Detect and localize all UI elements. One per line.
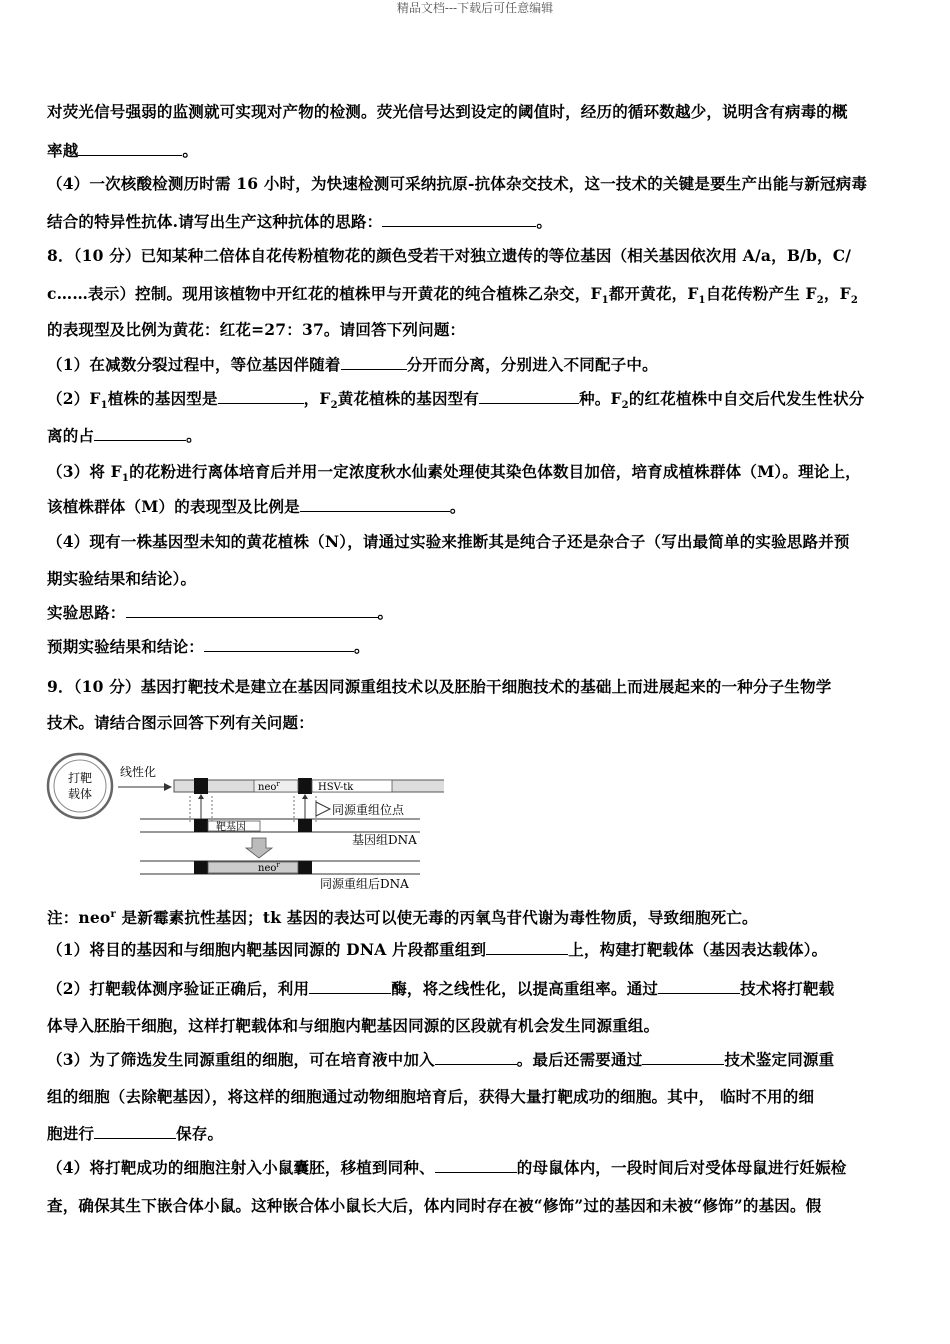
hsv-label: HSV-tk [318,782,354,793]
result-arm-right [298,861,312,874]
answer-blank[interactable] [486,940,568,955]
answer-blank[interactable] [204,637,354,652]
homologous-site-label: 同源重组位点 [332,803,405,817]
homology-arm-left [194,778,208,794]
text-line: 率越 。 [47,141,199,160]
vector-label-2: 载体 [67,787,93,801]
answer-blank[interactable] [78,141,182,156]
text-line: 结合的特异性抗体.请写出生产这种抗体的思路： 。 [47,212,553,231]
answer-blank[interactable] [94,426,186,441]
text-line: 组的细胞（去除靶基因），将这样的细胞通过动物细胞培育后，获得大量打靶成功的细胞。其中， 临时不用的细 [47,1087,815,1106]
down-arrow [246,838,272,858]
answer-blank[interactable] [435,1050,517,1065]
text-line: （3）将 $F_1$的花粉进行离体培育后并用一定浓度秋水仙素处理使其染色体数目加倍，培育成植株群体（M）。理论上， [47,462,861,485]
text-line: c……表示）控制。现用该植物中开红花的植株甲与开黄花的纯合植株乙杂交，$F_1$都开黄花，$F_1$自花传粉产生 $F_2$，$F_2$ [47,284,858,307]
neo-label: neo$^r$ [258,780,280,793]
site-pointer [316,802,330,816]
text-line: 的表现型及比例为黄花：红花=27：37。请回答下列问题： [47,320,466,339]
text-line: （4）将打靶成功的细胞注射入小鼠囊胚，移植到同种、 的母鼠体内，一段时间后对受体母鼠进行妊娠检 [47,1158,847,1177]
target-gene-label: 靶基因 [216,822,246,833]
text-line: （2）打靶载体测序验证正确后，利用 酶，将之线性化，以提高重组率。通过 技术将打靶载 [47,979,835,998]
result-neo-box [208,862,298,873]
genome-arm-right [298,819,312,832]
answer-blank[interactable] [642,1050,724,1065]
linearize-label: 线性化 [120,765,157,779]
gene-targeting-diagram [44,752,444,898]
genomic-dna-label: 基因组DNA [352,833,417,847]
vector-inner-circle [54,760,106,812]
text-line: 8．（10 分）已知某种二倍体自花传粉植物花的颜色受若干对独立遗传的等位基因（相关基因依次用 A/a，B/b，C/ [47,246,852,265]
text-line: （3）为了筛选发生同源重组的细胞，可在培育液中加入 。最后还需要通过 技术鉴定同源重 [47,1050,835,1069]
answer-blank[interactable] [218,389,304,404]
text-line: 技术。请结合图示回答下列有关问题： [47,713,314,732]
result-neo-label: neo$^r$ [258,861,280,874]
text-line: （1）在减数分裂过程中，等位基因伴随着 分开而分离，分别进入不同配子中。 [47,355,658,374]
text-line: 对荧光信号强弱的监测就可实现对产物的检测。荧光信号达到设定的阈值时，经历的循环数越少，说明含有病毒的概 [47,102,848,121]
text-line: （4）一次核酸检测历时需 16 小时，为快速检测可采纳抗原-抗体杂交技术，这一技术的关键是要生产出能与新冠病毒 [47,174,868,193]
text-line: 实验思路： 。 [47,603,394,622]
answer-blank[interactable] [435,1158,517,1173]
vector-label-1: 打靶 [67,771,93,785]
answer-blank[interactable] [300,497,450,512]
answer-blank[interactable] [382,212,536,227]
text-line: （1）将目的基因和与细胞内靶基因同源的 DNA 片段都重组到 上，构建打靶载体（基因表达载体）。 [47,940,828,959]
answer-blank[interactable] [341,355,407,370]
answer-blank[interactable] [479,389,579,404]
page-header: 精品文档---下载后可任意编辑 [396,1,554,15]
text-line: 查，确保其生下嵌合体小鼠。这种嵌合体小鼠长大后，体内同时存在被“修饰”过的基因和未被“修饰”的基因。假 [47,1196,822,1215]
linearize-arrow-head [164,783,172,791]
text-line: 预期实验结果和结论： 。 [47,637,370,656]
result-arm-left [194,861,208,874]
genome-arm-left [194,819,208,832]
answer-blank[interactable] [658,979,740,994]
text-line: 期实验结果和结论）。 [47,569,197,588]
homology-arm-right [298,778,312,794]
answer-blank[interactable] [126,603,378,618]
text-line: 离的占 。 [47,426,202,445]
answer-blank[interactable] [309,979,391,994]
text-line: （4）现有一株基因型未知的黄花植株（N），请通过实验来推断其是纯合子还是杂合子（写出最简单的实验思路并预 [47,532,850,551]
text-line: 体导入胚胎干细胞，这样打靶载体和与细胞内靶基因同源的区段就有机会发生同源重组。 [47,1016,660,1035]
text-line: 该植株群体（M）的表现型及比例是 。 [47,497,466,516]
after-recomb-label: 同源重组后DNA [320,877,409,891]
text-line: 9．（10 分）基因打靶技术是建立在基因同源重组技术以及胚胎干细胞技术的基础上而进展起来的一种分子生物学 [47,677,832,696]
text-line: $(2)F_1$植株的基因型是 ，$F_2$黄花植株的基因型有 种。$F_2$的红花植株中自交后代发生性状分 [47,389,865,412]
text-line: 注：neo$^r$ 是新霉素抗性基因；tk 基因的表达可以使无毒的丙氧鸟苷代谢为毒性物质，导致细胞死亡。 [47,908,758,928]
text-line: 胞进行 保存。 [47,1124,224,1143]
answer-blank[interactable] [94,1124,176,1139]
